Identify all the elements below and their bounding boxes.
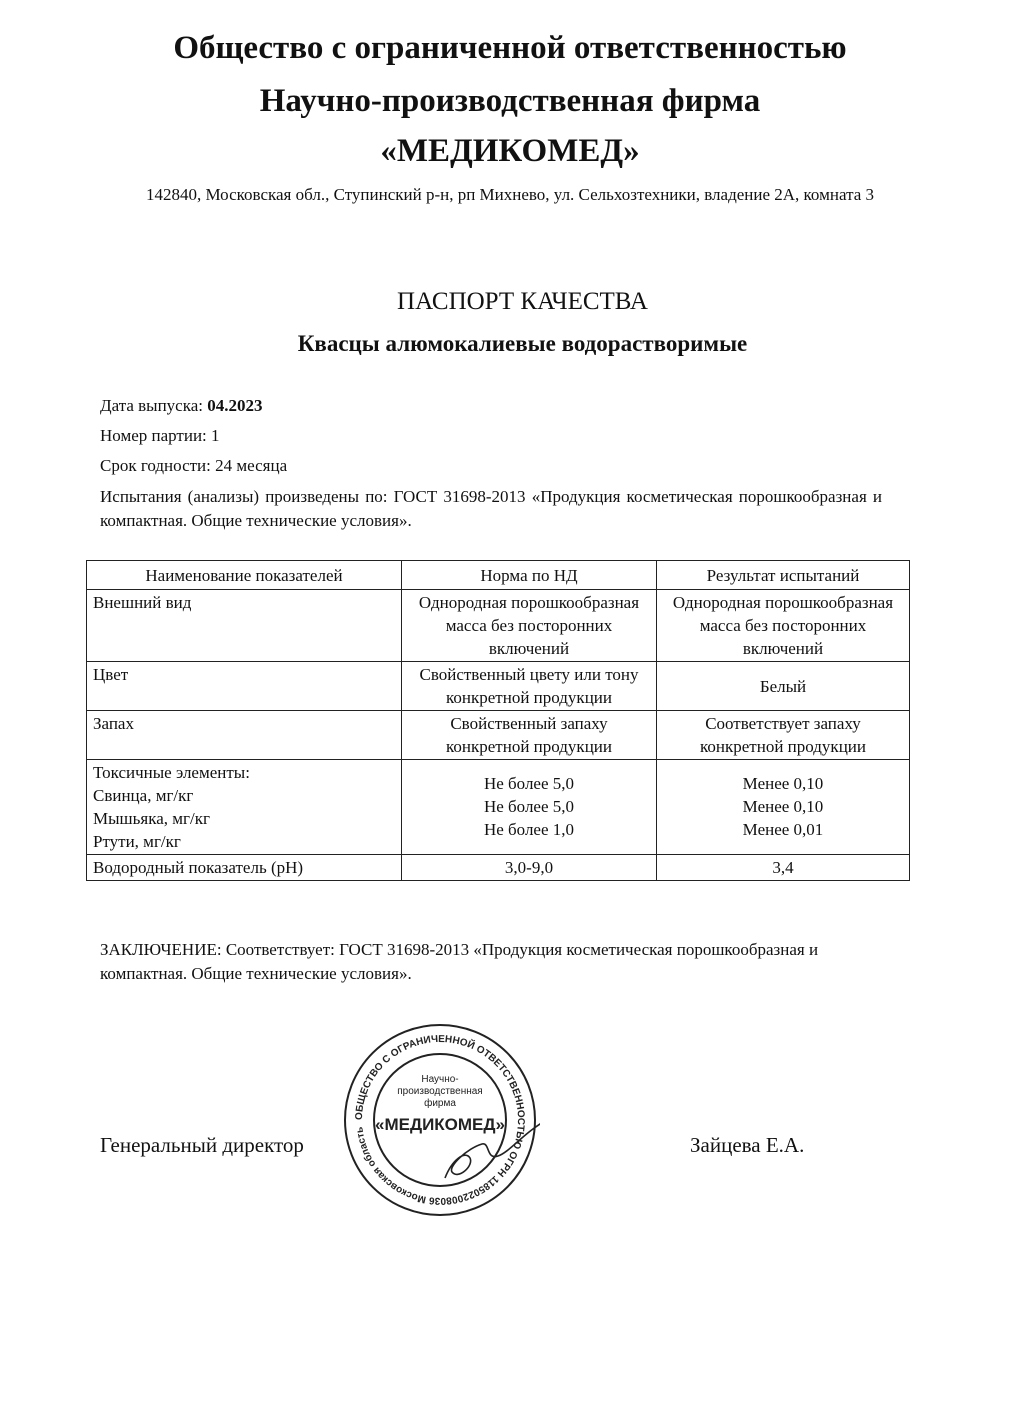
release-date-value: 04.2023 [207,396,263,415]
release-date-label: Дата выпуска: [100,396,203,415]
company-address: 142840, Московская обл., Ступинский р-н, рп Михнево, ул. Сельхозтехники, владение 2А, комната 3 [145,185,875,204]
row-name: Цвет [87,662,402,711]
toxic-mercury: Ртути, мг/кг [93,832,181,851]
company-name: «МЕДИКОМЕД» [380,133,640,169]
row-result: Соответствует запаху конкретной продукции [657,711,910,760]
test-standard: Испытания (анализы) произведены по: ГОСТ 31698-2013 «Продукция косметическая порошкообразная и компактная. Общие технические условия». [100,487,882,530]
row-name: Водородный показатель (рН) [87,855,402,881]
row-name: Внешний вид [87,590,402,662]
document-title: ПАСПОРТ КАЧЕСТВА [397,288,648,315]
seal-inner-line2: производственная [397,1086,483,1097]
col-header-result: Результат испытаний [657,561,910,590]
table-row [87,590,910,662]
row-result: Белый [657,662,910,711]
norm-arsenic: Не более 5,0 [483,797,575,816]
company-type: Научно-производственная фирма [259,83,761,119]
result-arsenic: Менее 0,10 [742,797,824,816]
row-norm: 3,0-9,0 [402,855,657,881]
seal-brand: «МЕДИКОМЕД» [375,1115,505,1134]
product-name: Квасцы алюмокалиевые водорастворимые [297,331,748,356]
table-row [87,760,910,855]
seal-ring-textpath: ОБЩЕСТВО С ОГРАНИЧЕННОЙ ОТВЕТСТВЕННОСТЬЮ ОГРН 1185022008036 Московская область [353,1033,527,1207]
col-header-name: Наименование показателей [87,561,402,590]
table-row [87,855,910,881]
toxic-lead: Свинца, мг/кг [93,786,194,805]
conclusion: ЗАКЛЮЧЕНИЕ: Соответствует: ГОСТ 31698-2013 «Продукция косметическая порошкообразная и компактная. Общие технические условия». [100,940,819,983]
norm-lead: Не более 5,0 [483,774,575,793]
col-header-norm: Норма по НД [402,561,657,590]
row-name [87,760,402,855]
shelf-life-label: Срок годности: [100,456,211,475]
shelf-life [100,456,287,476]
table-row [87,662,910,711]
row-name: Запах [87,711,402,760]
result-mercury: Менее 0,01 [742,820,824,839]
table-header-row [87,561,910,590]
signatory-position: Генеральный директор [100,1133,304,1157]
row-norm: Свойственный цвету или тону конкретной продукции [402,662,657,711]
toxic-heading: Токсичные элементы: [93,763,250,782]
release-date [100,396,263,416]
quality-table [86,560,910,881]
row-norm: Однородная порошкообразная масса без посторонних включений [402,590,657,662]
row-result: Однородная порошкообразная масса без посторонних включений [657,590,910,662]
company-seal-icon [340,1020,540,1220]
signatory-name: Зайцева Е.А. [690,1133,805,1157]
toxic-arsenic: Мышьяка, мг/кг [93,809,210,828]
batch-number [100,426,220,446]
row-result: 3,4 [657,855,910,881]
row-norm: Свойственный запаху конкретной продукции [402,711,657,760]
row-norm [402,760,657,855]
seal-inner-line3: фирма [424,1098,456,1109]
table-row [87,711,910,760]
batch-number-label: Номер партии: [100,426,207,445]
row-result [657,760,910,855]
shelf-life-value: 24 месяца [215,456,288,475]
batch-number-value: 1 [211,426,220,445]
norm-mercury: Не более 1,0 [483,820,575,839]
seal-inner-line1: Научно- [421,1074,459,1085]
company-legal-form: Общество с ограниченной ответственностью [173,30,847,66]
result-lead: Менее 0,10 [742,774,824,793]
